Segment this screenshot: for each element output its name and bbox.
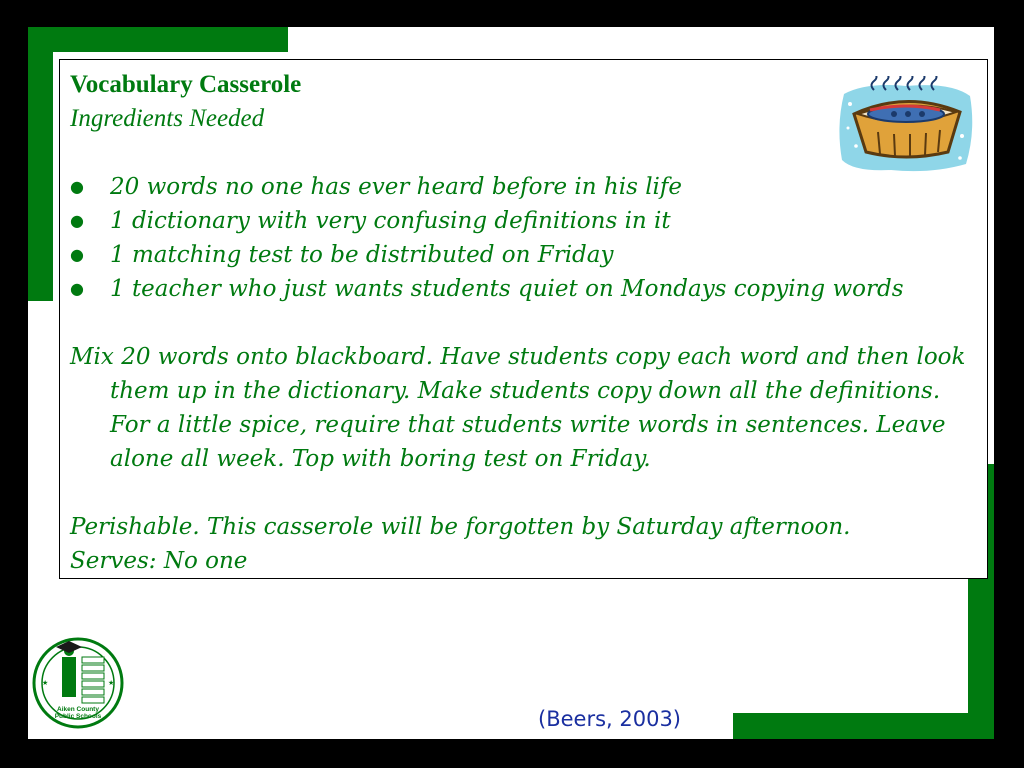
accent-bar-top-left xyxy=(28,27,288,52)
casserole-clipart-icon xyxy=(836,76,976,176)
accent-bar-bottom-right xyxy=(733,713,994,739)
recipe-card xyxy=(59,59,988,579)
bullet-icon: ● xyxy=(70,245,84,264)
ingredient-text: 1 dictionary with very confusing definitions in it xyxy=(110,208,671,234)
list-item xyxy=(70,272,970,306)
list-item xyxy=(70,170,970,204)
accent-bar-left xyxy=(28,27,53,301)
svg-text:★: ★ xyxy=(108,679,115,687)
logo-text-line-1: Aiken County xyxy=(57,706,99,713)
recipe-text xyxy=(70,68,970,578)
spacer xyxy=(70,136,970,170)
bullet-icon: ● xyxy=(70,177,84,196)
spacer xyxy=(70,476,970,510)
svg-text:★: ★ xyxy=(42,679,49,687)
ingredient-text: 1 matching test to be distributed on Friday xyxy=(110,242,614,268)
spacer xyxy=(70,306,970,340)
perishable-note: Perishable. This casserole will be forgotten by Saturday afternoon. xyxy=(70,514,851,540)
slide-title: Vocabulary Casserole xyxy=(70,71,302,98)
directions-paragraph: Mix 20 words onto blackboard. Have students copy each word and then look them up in the dictionary. Make students copy down all the definitions. For a little spice, require that students write words in sentences. Leave alone all week. Top with boring test on Friday. xyxy=(70,344,966,472)
logo-text-line-2: Public Schools xyxy=(54,713,102,720)
citation: (Beers, 2003) xyxy=(538,707,682,731)
slide xyxy=(28,27,994,739)
ingredient-text: 20 words no one has ever heard before in his life xyxy=(110,174,683,200)
ingredient-text: 1 teacher who just wants students quiet on Mondays copying words xyxy=(110,276,904,302)
district-logo xyxy=(32,635,124,735)
ingredients-list xyxy=(70,170,970,306)
aiken-county-public-schools-logo-icon xyxy=(32,635,124,735)
bullet-icon: ● xyxy=(70,211,84,230)
slide-subtitle: Ingredients Needed xyxy=(70,105,265,132)
list-item xyxy=(70,238,970,272)
serves-note: Serves: No one xyxy=(70,548,248,574)
list-item xyxy=(70,204,970,238)
bullet-icon: ● xyxy=(70,279,84,298)
